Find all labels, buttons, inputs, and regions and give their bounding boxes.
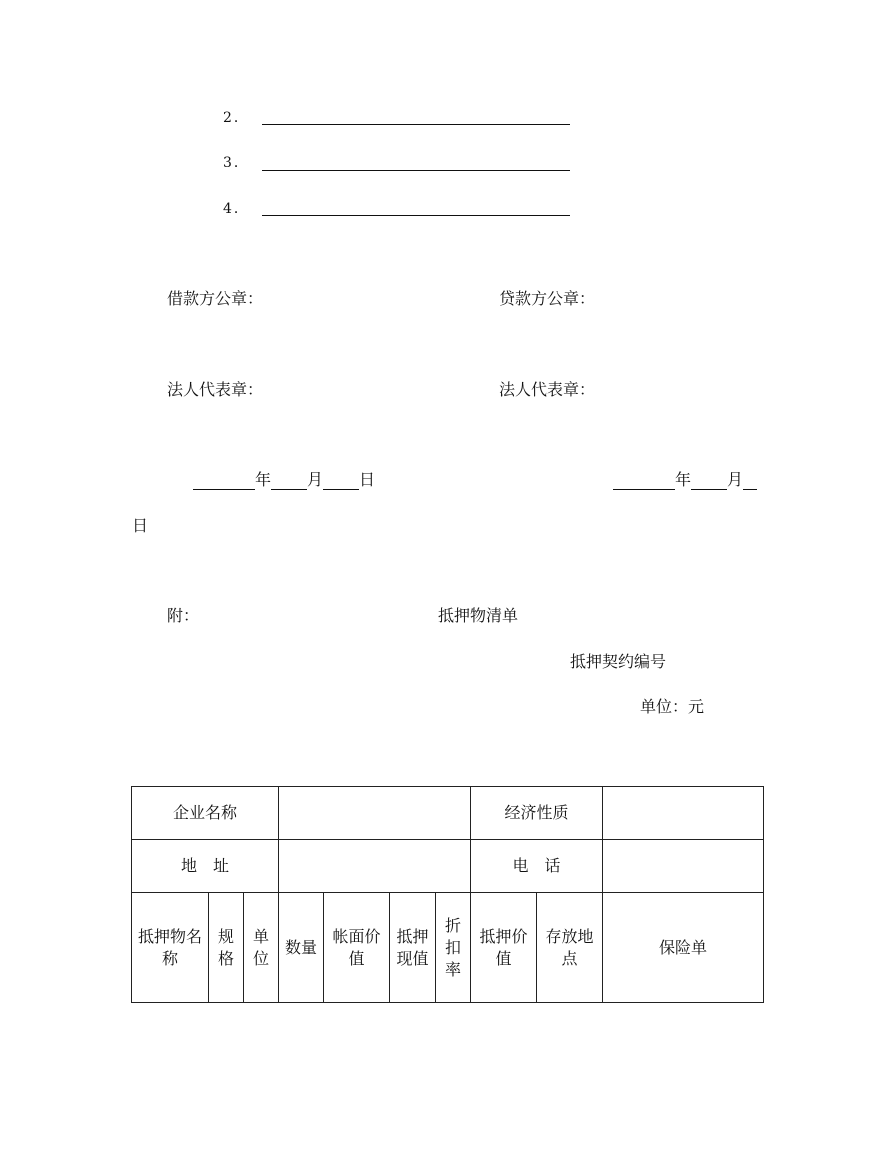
col-header-storage-location: 存放地点 bbox=[537, 893, 603, 1003]
table-header-row bbox=[132, 893, 764, 1003]
company-name-header: 企业名称 bbox=[132, 787, 279, 840]
table-row bbox=[132, 840, 764, 893]
month-blank bbox=[691, 473, 727, 490]
year-blank bbox=[613, 473, 675, 490]
day-label: 日 bbox=[359, 470, 376, 489]
borrower-rep-label: 法人代表章： bbox=[167, 380, 264, 399]
month-label: 月 bbox=[727, 470, 744, 489]
economic-nature-header: 经济性质 bbox=[471, 787, 603, 840]
col-header-quantity: 数量 bbox=[279, 893, 324, 1003]
lender-date bbox=[613, 470, 757, 490]
col-header-mortgage-value: 抵押价值 bbox=[471, 893, 537, 1003]
col-header-insurance-policy: 保险单 bbox=[603, 893, 764, 1003]
month-label: 月 bbox=[307, 470, 324, 489]
phone-header: 电 话 bbox=[471, 840, 603, 893]
day-blank bbox=[323, 473, 359, 490]
table-row bbox=[132, 787, 764, 840]
lender-date-day-wrap: 日 bbox=[132, 516, 149, 535]
col-header-spec: 规格 bbox=[209, 893, 244, 1003]
economic-nature-value[interactable] bbox=[603, 787, 764, 840]
company-name-value[interactable] bbox=[279, 787, 471, 840]
col-header-current-value: 抵押现值 bbox=[390, 893, 436, 1003]
month-blank bbox=[271, 473, 307, 490]
annex-title: 抵押物清单 bbox=[438, 606, 519, 625]
year-label: 年 bbox=[255, 470, 272, 489]
list-number-2: 2． bbox=[223, 110, 250, 126]
list-number-3: 3． bbox=[223, 155, 250, 171]
phone-value[interactable] bbox=[603, 840, 764, 893]
col-header-discount-rate: 折扣率 bbox=[436, 893, 471, 1003]
list-line-2 bbox=[262, 124, 570, 125]
day-blank bbox=[743, 473, 757, 490]
year-blank bbox=[193, 473, 255, 490]
col-header-collateral-name: 抵押物名称 bbox=[132, 893, 209, 1003]
lender-seal-label: 贷款方公章： bbox=[499, 289, 596, 308]
unit-label: 单位：元 bbox=[640, 697, 705, 716]
col-header-unit: 单位 bbox=[244, 893, 279, 1003]
borrower-seal-label: 借款方公章： bbox=[167, 289, 264, 308]
col-header-book-value: 帐面价值 bbox=[324, 893, 390, 1003]
list-number-4: 4． bbox=[223, 201, 250, 217]
annex-label: 附： bbox=[167, 606, 200, 625]
year-label: 年 bbox=[675, 470, 692, 489]
borrower-date bbox=[193, 470, 375, 490]
collateral-table bbox=[131, 786, 764, 1003]
address-value[interactable] bbox=[279, 840, 471, 893]
lender-rep-label: 法人代表章： bbox=[499, 380, 596, 399]
address-header: 地 址 bbox=[132, 840, 279, 893]
list-line-3 bbox=[262, 170, 570, 171]
list-line-4 bbox=[262, 215, 570, 216]
contract-number-label: 抵押契约编号 bbox=[570, 652, 667, 671]
